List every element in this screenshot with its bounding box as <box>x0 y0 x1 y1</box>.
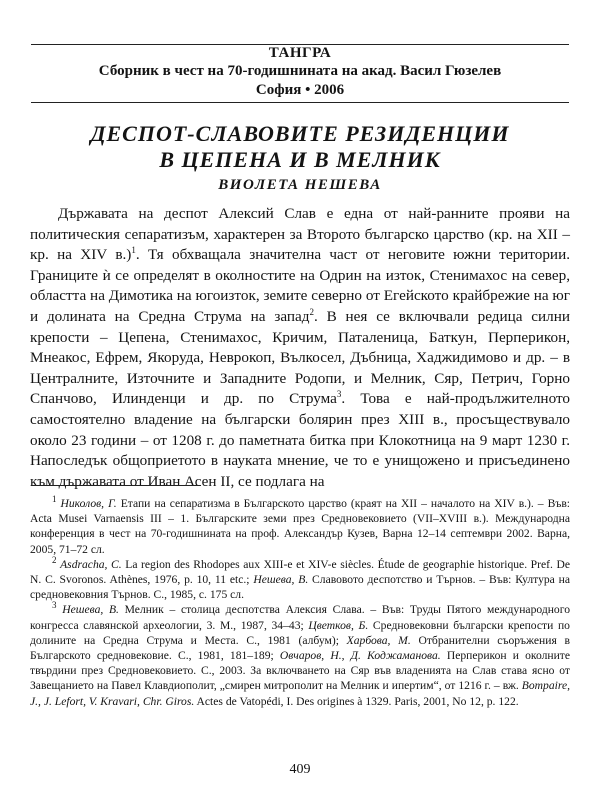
page-number: 409 <box>289 762 311 777</box>
collection-title: Сборник в чест на 70-годишнината на акад. Васил Гюзелев <box>98 63 502 79</box>
footnote-author: Asdracha, C. <box>60 557 122 571</box>
footnote-1 <box>30 496 570 557</box>
body-paragraph <box>30 204 570 492</box>
footnote-number: 3 <box>52 600 57 611</box>
footnotes <box>30 496 570 709</box>
footnote-separator <box>31 485 201 486</box>
footnote-author: Николов, Г. <box>60 497 117 510</box>
footnote-text: Перперикон и околните твърдини през Средновековието. С., 2003. За включването на Сяр във владенията на Слав става ясно от Завещанието на Павел Клавдиополит, „смирен митрополит на Мелник и ипертим“, от 1216 г. – вж. <box>30 649 570 693</box>
publication-place-year: София • 2006 <box>255 82 345 98</box>
footnote-author: Нешева, В. <box>253 573 309 587</box>
body-sentence-1: Държавата на деспот Алексий Слав е една от най-ранните прояви на политическия сепаратизъм, характерен за Второто българско царство (кр. на XII – кр. на XIV в.) <box>30 205 570 264</box>
footnote-author: Цветков, Б. <box>308 618 369 632</box>
footnote-3 <box>30 602 570 708</box>
journal-title: ТАНГРА <box>268 45 332 61</box>
footnote-ref-2[interactable]: 2 <box>309 306 314 317</box>
footnote-text: Средновековни български крепости по долините на Средна Струма и Места. С., 1981 (албум); <box>30 618 570 647</box>
footnote-ref-1[interactable]: 1 <box>131 245 136 256</box>
footnote-text: La region des Rhodopes aux XIII-e et XIV-e siècles. Étude de geographie historique. Pref. De N. C. Svoronos. Athènes, 1976, p. 10, 11 etc.; <box>30 557 571 587</box>
article-title-line-2: В ЦЕПЕНА И В МЕЛНИК <box>159 147 441 172</box>
footnote-author: Овчаров, Н., Д. Коджаманова. <box>279 649 441 663</box>
article-author: ВИОЛЕТА НЕШЕВА <box>218 177 382 193</box>
body-sentence-4: . Това е най-продължителното самостоятелно владение на български болярин през XIII в., просъществувало около 23 години – от 1208 г. до паметната битка при Клокотница на 9 март 1230 г. Напоследък общоприетото в науката мнение, че то е унищожено и присъединено към държавата от Иван Асен II, се подлага на <box>30 390 570 490</box>
header-bottom-rule <box>31 102 569 103</box>
body-sentence-2: . Тя обхващала значителна част от неговите южни територии. Границите ѝ се определят в околностите на Одрин на изток, Стенимахос на север, областта на Димотика на югоизток, земите северно от Егейското крайбрежие на юг и долината на Средна Струма на запад <box>30 246 570 325</box>
footnote-number: 1 <box>52 494 57 505</box>
footnote-author: Харбова, М. <box>346 633 411 647</box>
footnote-text: Мелник – столица деспотства Алексия Слава. – Във: Труды Пятого международного конгресса славянской археологии, 3. М., 1987, 34–43; <box>30 603 570 632</box>
footnote-2 <box>30 554 571 603</box>
footnote-text: Actes de Vatopédi, I. Des origines à 1329. Paris, 2001, No 12, p. 122. <box>194 694 519 708</box>
footnote-text: Славовото деспотство и Търнов. – Във: Култура на средновековния Търнов. С., 1985, с. 175 сл. <box>30 573 570 602</box>
footnote-text: Отбранителни съоръжения в Българското средновековие. С., 1981, 181–189; <box>30 633 570 663</box>
body-sentence-3: . В нея се включвали редица силни крепости – Цепена, Стенимахос, Кричим, Паталеница, Баткун, Перперикон, Мнеакос, Ефрем, Якоруда, Неврокоп, Вълкосел, Дъбница, Хаджидимово и др. – в Централните, Източните и Западните Родопи, и Мелник, Сяр, Петрич, Горно Спанчово, Илинденци и др. по Струма <box>30 307 570 408</box>
article-title-line-1: ДЕСПОТ-СЛАВОВИТЕ РЕЗИДЕНЦИИ <box>90 121 510 146</box>
footnote-ref-3[interactable]: 3 <box>336 389 342 400</box>
footnote-author: Нешева, В. <box>62 603 119 617</box>
footnote-text: Етапи на сепаратизма в Българското царство (краят на XII – началото на XIV в.). – Във: Acta Musei Varnaensis III – 1. Българските земи през Средновековието (VII–XVIII в.). Международна конференция в чест на 70-годишнината на проф. Александър Кузев, Варна 12–14 септември 2002. Варна, 2005, 71–72 сл. <box>30 497 571 556</box>
footnote-number: 2 <box>52 554 57 565</box>
footnote-author: Bompaire, J., J. Lefort, V. Kravari, Chr. Giros. <box>30 679 570 708</box>
